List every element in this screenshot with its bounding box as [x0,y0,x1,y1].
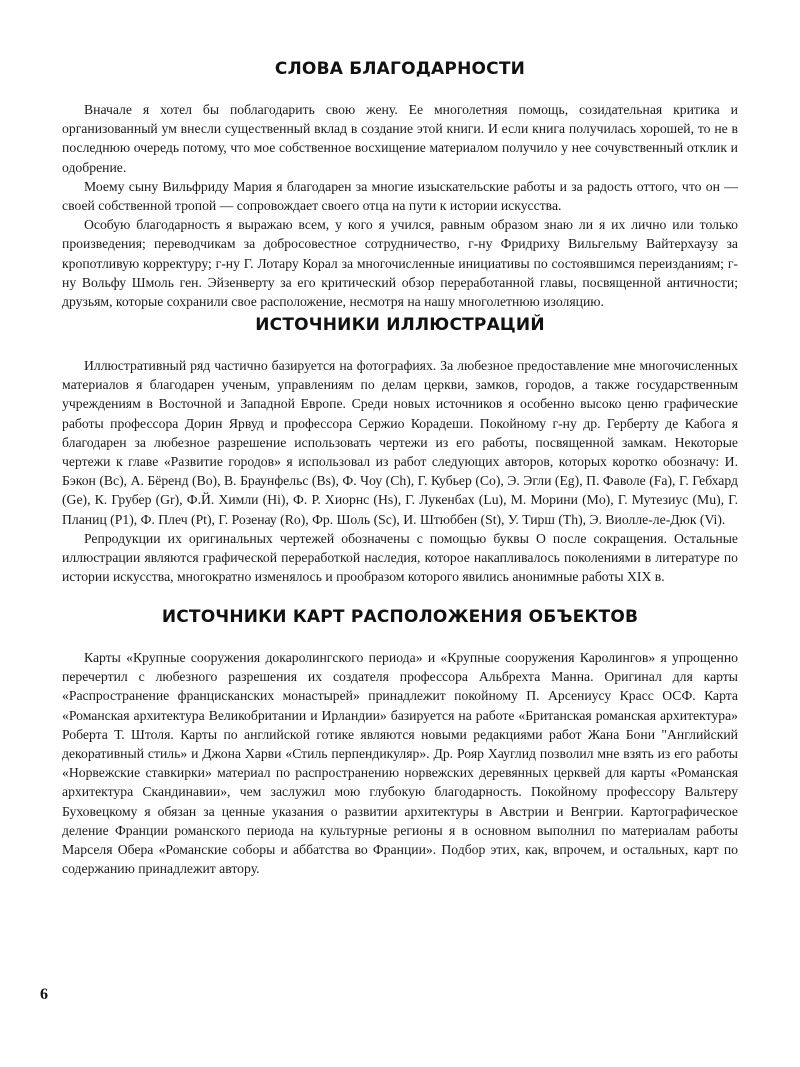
section-heading: ИСТОЧНИКИ КАРТ РАСПОЛОЖЕНИЯ ОБЪЕКТОВ [161,607,639,627]
section-body [62,356,738,586]
section-body [62,648,738,878]
paragraph: Особую благодарность я выражаю всем, у кого я учился, равным образом знаю ли я их лично или только произведения; переводчикам за добросовестное сотрудничество, г-ну Фридриху Вильгельму Вайтерхаузу за кропотливую корректуру; г-ну Г. Лотару Корал за многочисленные инициативы по состоявшимся переизданиям; г-ну Вольфу Шмоль ген. Эйзенверту за его критический обзор переработанной главы, посвященной античности; друзьям, которые сохранили свое расположение, несмотря на нашу многолетнюю изоляцию. [62,217,738,310]
page-number: 6 [40,986,48,1003]
section-acknowledgements [62,58,738,311]
paragraph: Карты «Крупные сооружения докаролингского периода» и «Крупные сооружения Каролингов» я упрощенно перечертил с любезного разрешения их создателя профессора Альбрехта Манна. Оригинал для карты «Распространение францисканских монастырей» принадлежит покойному П. Арсениусу Красс ОСФ. Карта «Романская архитектура Великобритании и Ирландии» базируется на работе «Британская романская архитектура» Роберта Т. Штоля. Карты по английской готике являются новыми редакциями работ Жана Бони "Английский декоративный стиль» и Джона Харви «Стиль перпендикуляр». Др. Рояр Хауглид позволил мне взять из его работы «Норвежские ставкирки» материал по распространению норвежских деревянных церквей для карты «Романская архитектура Скандинавии», чем заслужил мою глубокую благодарность. Покойному профессору Вальтеру Буховецкому я обязан за ценные указания о развитии архитектуры в Австрии и Венгрии. Картографическое деление Франции романского периода на культурные регионы я в основном выполнил по материалам работы Марселя Обера «Романские соборы и аббатства во Франции». Подбор этих, как, впрочем, и остальных, карт по содержанию принадлежит автору. [62,650,738,877]
paragraph: Моему сыну Вильфриду Мария я благодарен за многие изыскательские работы и за радость оттого, что он — своей собственной тропой — сопровождает своего отца на пути к истории искусства. [62,178,738,214]
section-heading: ИСТОЧНИКИ ИЛЛЮСТРАЦИЙ [255,315,545,335]
paragraph: Иллюстративный ряд частично базируется на фотографиях. За любезное предоставление мне многочисленных материалов я благодарен ученым, управлениям по делам церкви, замков, городов, а также государственным учреждениям в Восточной и Западной Европе. Среди новых источников я особенно высоко ценю графические работы профессора Дорин Ярвуд и профессора Сержио Корадеши. Покойному г-ну др. Герберту де Кабога я благодарен за любезное разрешение использовать чертежи из его работы, посвященной замкам. Некоторые чертежи к главе «Развитие городов» я использовал из работ следующих авторов, которых коротко обозначу: И. Бэкон (Bc), А. Бёренд (Bo), В. Браунфельс (Bs), Ф. Чоу (Ch), Г. Кубьер (Co), Э. Эгли (Eg), П. Фаволе (Fa), Г. Гебхард (Ge), К. Грубер (Gr), Ф.Й. Химли (Hi), Ф. Р. Хиорнс (Hs), Г. Лукенбах (Lu), М. Морини (Mo), Г. Мутезиус (Mu), Г. Планиц (P1), Ф. Плеч (Pt), Г. Розенау (Ro), Фр. Шоль (Sc), И. Штюббен (St), У. Тирш (Th), Э. Виолле-ле-Дюк (Vi). [62,358,738,527]
paragraph: Вначале я хотел бы поблагодарить свою жену. Ее многолетняя помощь, созидательная критика и организованный ум внесли существенный вклад в создание этой книги. И если книга получилась хорошей, то не в последнюю очередь потому, что мое собственное восхищение материалом получило у нее сочувственный отклик и одобрение. [62,102,738,175]
section-heading: СЛОВА БЛАГОДАРНОСТИ [274,59,526,79]
section-illustration-sources [62,314,738,586]
paragraph: Репродукции их оригинальных чертежей обозначены с помощью буквы О после сокращения. Остальные иллюстрации являются графической переработкой наследия, которое накапливалось поколениями в литературе по истории искусства, многократно изменялось и прообразом которого явились анонимные работы XIX в. [62,530,738,585]
section-body [62,100,738,311]
section-map-sources [62,606,738,878]
